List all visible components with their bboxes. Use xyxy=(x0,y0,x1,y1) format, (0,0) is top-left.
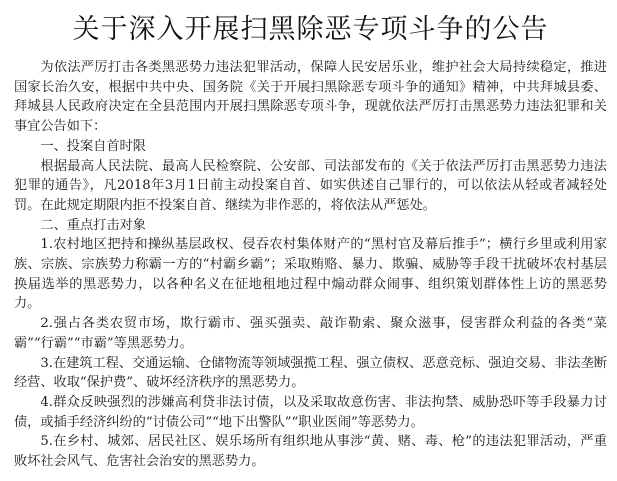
document-body xyxy=(14,58,607,472)
surrender-deadline-paragraph: 根据最高人民法院、最高人民检察院、公安部、司法部发布的《关于依法严厉打击黑恶势力违法犯罪的通告》，凡2018年3月1日前主动投案自首、如实供述自己罪行的，可以依法从轻或者减轻处罚。在此规定期限内拒不投案自首、继续为非作恶的，将依法从严惩处。 xyxy=(14,158,607,213)
section-heading-key-targets: 二、重点打击对象 xyxy=(40,217,146,233)
target-item-5: 5.在乡村、城郊、居民社区、娱乐场所有组织地从事涉“黄、赌、毒、枪”的违法犯罪活动，严重败坏社会风气、危害社会治安的黑恶势力。 xyxy=(14,434,607,470)
target-item-3: 3.在建筑工程、交通运输、仓储物流等领域强揽工程、强立债权、恶意竞标、强迫交易、非法垄断经营、收取“保护费”、破坏经济秩序的黑恶势力。 xyxy=(14,355,607,391)
section-heading-surrender-deadline: 一、投案自首时限 xyxy=(40,138,146,154)
intro-paragraph: 为依法严厉打击各类黑恶势力违法犯罪活动，保障人民安居乐业，维护社会大局持续稳定，推进国家长治久安，根据中共中央、国务院《关于开展扫黑除恶专项斗争的通知》精神，中共拜城县委、拜城县人民政府决定在全县范围内开展扫黑除恶专项斗争，现就依法严厉打击黑恶势力违法犯罪和关事宜公告如下： xyxy=(14,60,607,135)
document-title: 关于深入开展扫黑除恶专项斗争的公告 xyxy=(72,14,549,45)
target-item-1: 1.农村地区把持和操纵基层政权、侵吞农村集体财产的“黑村官及幕后推手”；横行乡里或利用家族、宗族、宗族势力称霸一方的“村霸乡霸”；采取贿赂、暴力、欺骗、威胁等手段干扰破坏农村基层换届选举的黑恶势力，以各种名义在征地租地过程中煽动群众闹事、组织策划群体性上访的黑恶势力。 xyxy=(14,237,607,312)
target-item-2: 2.强占各类农贸市场，欺行霸市、强买强卖、敲诈勒索、聚众滋事，侵害群众利益的各类“菜霸”“行霸”“市霸”等黑恶势力。 xyxy=(14,316,607,351)
target-item-4: 4.群众反映强烈的涉嫌高利贷非法讨债，以及采取故意伤害、非法拘禁、威胁恐吓等手段暴力讨债，或插手经济纠纷的“讨债公司”“地下出警队”“职业医闹”等恶势力。 xyxy=(14,394,607,430)
